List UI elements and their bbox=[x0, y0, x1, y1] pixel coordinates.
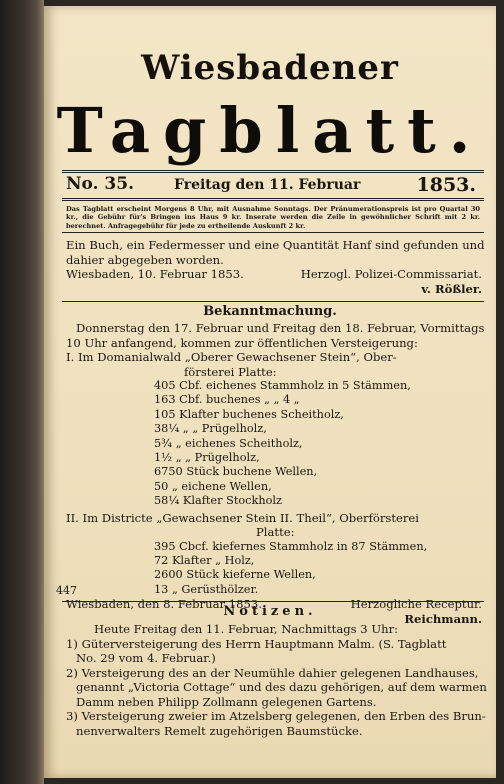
list-item: 72 Klafter „ Holz, bbox=[154, 553, 255, 567]
issue-line bbox=[66, 174, 480, 198]
bek-part1-a: I. Im Domanialwald „Oberer Gewachsener Stein“, Ober- bbox=[66, 350, 397, 364]
list-item: 1½ „ „ Prügelholz, bbox=[154, 450, 260, 464]
notizen-title: Notizen. bbox=[223, 604, 317, 619]
notizen-item1-b: No. 29 vom 4. Februar.) bbox=[76, 651, 216, 665]
list-item: 105 Klafter buchenes Scheitholz, bbox=[154, 407, 344, 421]
rule-notice bbox=[62, 232, 484, 233]
notizen-item1-a: 1) Güterversteigerung des Herrn Hauptmann Malm. (S. Tagblatt bbox=[66, 636, 447, 651]
issue-year: 1853. bbox=[416, 174, 476, 196]
list-item: 2600 Stück kieferne Wellen, bbox=[154, 568, 316, 582]
issue-date: Freitag den 11. Februar bbox=[174, 177, 361, 193]
bek-intro-1: Donnerstag den 17. Februar und Freitag den 18. Februar, Vormittags bbox=[76, 321, 485, 335]
masthead-title-top: Wiesbadener bbox=[141, 48, 399, 88]
rule-top bbox=[62, 170, 484, 173]
issue-number: No. 35. bbox=[66, 174, 134, 194]
bek-items-2 bbox=[66, 540, 482, 598]
rule-bek bbox=[62, 601, 484, 602]
list-item: 405 Cbf. eichenes Stammholz in 5 Stämmen, bbox=[154, 379, 411, 392]
bek-part2-a: II. Im Districte „Gewachsener Stein II. Theil“, Oberförsterei bbox=[66, 510, 419, 525]
found-signer-row bbox=[66, 282, 482, 297]
notizen-item3-a: 3) Versteigerung zweier im Atzelsberg gelegenen, den Erben des Brun- bbox=[66, 709, 486, 723]
list-item: 395 Cbcf. kiefernes Stammholz in 87 Stämmen, bbox=[154, 539, 428, 553]
newspaper-page bbox=[44, 6, 496, 778]
notizen-body bbox=[66, 622, 487, 738]
bek-place-date: Wiesbaden, den 8. Februar 1853. bbox=[66, 597, 262, 612]
found-notice bbox=[66, 238, 485, 296]
notizen-item2-c: Damm neben Philipp Zollmann gelegenen Gartens. bbox=[76, 694, 377, 709]
bek-signer: Reichmann. bbox=[404, 611, 482, 626]
list-item: 50 „ eichene Wellen, bbox=[154, 479, 272, 493]
notizen-intro: Heute Freitag den 11. Februar, Nachmittags 3 Uhr: bbox=[94, 622, 399, 636]
subscription-notice: Das Tagblatt erscheint Morgens 8 Uhr, mit Ausnahme Sonntags. Der Pränumerationspreis ist pro Quartal 30 kr., die Gebühr für's Bringen ins Haus 9 kr. Inserate werden die Zeile in gewöhnlicher Schrift mit 2 kr. berechnet. Anfragegebühr für jede zu ertheilende Auskunft 2 kr. bbox=[66, 205, 480, 230]
found-place-date: Wiesbaden, 10. Februar 1853. bbox=[66, 267, 244, 281]
list-item: 163 Cbf. buchenes „ „ 4 „ bbox=[154, 393, 300, 407]
list-item: 5¾ „ eichenes Scheitholz, bbox=[154, 436, 303, 450]
list-item: 58¼ Klafter Stockholz bbox=[154, 494, 282, 508]
rule-issue bbox=[62, 198, 484, 201]
book-binding bbox=[0, 0, 44, 784]
list-item: 38¼ „ „ Prügelholz, bbox=[154, 422, 267, 436]
found-line-1: Ein Buch, ein Federmesser und eine Quantität Hanf sind gefunden und bbox=[66, 238, 485, 252]
bek-part1-b: försterei Platte: bbox=[184, 364, 277, 379]
found-authority: Herzogl. Polizei-Commissariat. bbox=[300, 267, 482, 281]
bekanntmachung-title: Bekanntmachung. bbox=[203, 304, 337, 319]
notizen-item2-b: genannt „Victoria Cottage“ und des dazu gehörigen, auf dem warmen bbox=[76, 680, 487, 694]
page-number: 447 bbox=[56, 584, 77, 597]
bek-part2-b: Platte: bbox=[256, 525, 295, 540]
list-item: 13 „ Gerüsthölzer. bbox=[154, 582, 259, 596]
found-line-2: dahier abgegeben worden. bbox=[66, 252, 224, 267]
bek-items-1 bbox=[66, 379, 482, 509]
rule-found bbox=[62, 301, 484, 302]
notizen-item3-b: nenverwalters Remelt zugehörigen Baumstücke. bbox=[76, 723, 363, 738]
list-item: 6750 Stück buchene Wellen, bbox=[154, 465, 318, 479]
masthead-title-main: Tagblatt. bbox=[56, 94, 484, 167]
notizen-item2-a: 2) Versteigerung des an der Neumühle dahier gelegenen Landhauses, bbox=[66, 665, 479, 680]
found-dateline bbox=[66, 267, 482, 282]
found-signer: v. Rößler. bbox=[421, 281, 482, 296]
bek-authority: Herzogliche Receptur. bbox=[350, 597, 482, 612]
bekanntmachung-body bbox=[66, 321, 485, 626]
bek-intro-2: 10 Uhr anfangend, kommen zur öffentlichen Versteigerung: bbox=[66, 335, 418, 350]
